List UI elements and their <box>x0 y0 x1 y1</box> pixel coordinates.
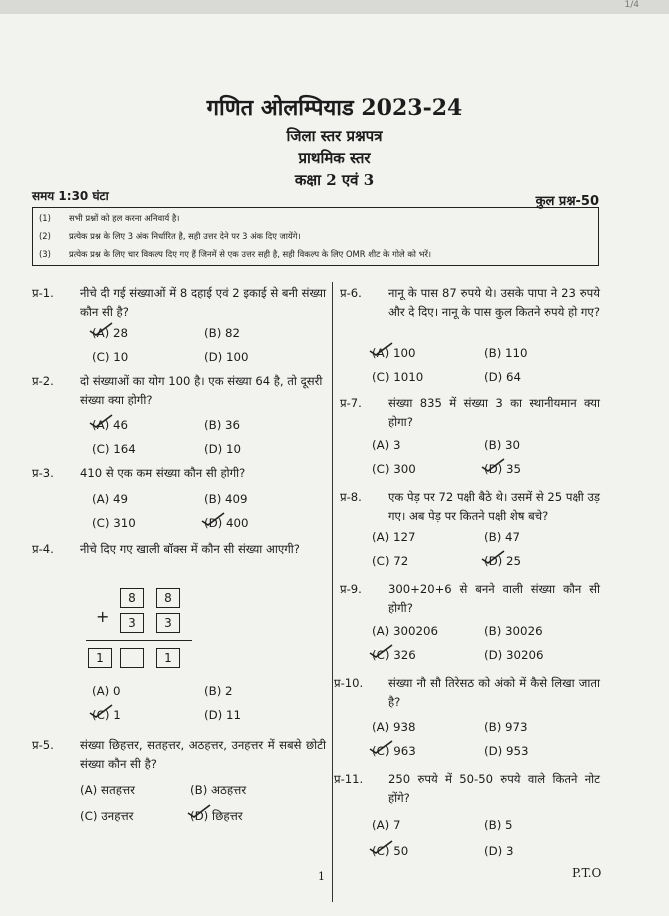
column-divider <box>332 282 333 902</box>
box-mid-tens: 3 <box>120 613 144 633</box>
paper-subtitle-stage: प्राथमिक स्तर <box>298 149 371 167</box>
q5-option-d[interactable]: (D) छिहत्तर <box>190 809 243 823</box>
q5-option-c[interactable]: (C) उनहत्तर <box>80 809 134 823</box>
question-text-7: संख्या 835 में संख्या 3 का स्थानीयमान क्या होगा? <box>388 396 600 429</box>
page-counter: 1/4 <box>624 0 639 10</box>
q3-option-d[interactable]: (D) 400 <box>204 516 249 530</box>
q3-option-b[interactable]: (B) 409 <box>204 492 248 506</box>
q2-option-c[interactable]: (C) 164 <box>92 442 136 456</box>
question-number-7: प्र-7. <box>340 396 362 410</box>
instruction-item: (3) प्रत्येक प्रश्न के लिए चार विकल्प दिए गए हैं जिनमें से एक उत्तर सही है, सही विकल्प के लिए OMR शीट के गोले को भरें। <box>39 249 432 259</box>
question-number-3: प्र-3. <box>32 466 54 480</box>
question-number-9: प्र-9. <box>340 582 362 596</box>
question-number-2: प्र-2. <box>32 374 54 388</box>
q2-option-a[interactable]: (A) 46 <box>92 418 129 432</box>
answer-mark-q9 <box>368 644 394 658</box>
q1-option-a[interactable]: (A) 28 <box>92 326 129 340</box>
box-result-empty[interactable] <box>120 648 144 668</box>
answer-mark-q4 <box>88 704 114 718</box>
question-text-6: नानू के पास 87 रुपये थे। उसके पापा ने 23 रुपये और दे दिए। नानू के पास कुल कितने रुपये हो गए? <box>388 286 600 319</box>
q6-option-a[interactable]: (A) 100 <box>372 346 416 360</box>
question-text-1: नीचे दी गई संख्याओं में 8 दहाई एवं 2 इकाई से बनी संख्या कौन सी है? <box>80 286 326 319</box>
q8-option-c[interactable]: (C) 72 <box>372 554 409 568</box>
q6-option-d[interactable]: (D) 64 <box>484 370 522 384</box>
q10-option-c[interactable]: (C) 963 <box>372 744 416 758</box>
answer-mark-q1 <box>88 322 114 336</box>
question-text-9: 300+20+6 से बनने वाली संख्या कौन सी होगी? <box>388 582 600 615</box>
q3-option-c[interactable]: (C) 310 <box>92 516 136 530</box>
total-questions: कुल प्रश्न-50 <box>535 194 599 209</box>
q7-option-d[interactable]: (D) 35 <box>484 462 522 476</box>
q8-option-b[interactable]: (B) 47 <box>484 530 521 544</box>
q2-option-d[interactable]: (D) 10 <box>204 442 242 456</box>
paper-title: गणित ओलम्पियाड 2023-24 <box>206 95 463 121</box>
q1-option-d[interactable]: (D) 100 <box>204 350 249 364</box>
instructions-box <box>32 207 599 266</box>
box-top-ones: 8 <box>156 588 180 608</box>
question-text-8: एक पेड़ पर 72 पक्षी बैठे थे। उसमें से 25 पक्षी उड़ गए। अब पेड़ पर कितने पक्षी शेष बचे? <box>388 490 600 523</box>
q7-option-b[interactable]: (B) 30 <box>484 438 521 452</box>
q7-option-a[interactable]: (A) 3 <box>372 438 401 452</box>
question-text-11: 250 रुपये में 50-50 रुपये वाले कितने नोट होंगे? <box>388 772 600 805</box>
q4-option-c[interactable]: (C) 1 <box>92 708 121 722</box>
question-number-8: प्र-8. <box>340 490 362 504</box>
q9-option-c[interactable]: (C) 326 <box>372 648 416 662</box>
q5-option-b[interactable]: (B) अठहत्तर <box>190 783 247 797</box>
viewer-top-strip <box>0 0 669 14</box>
answer-mark-q6 <box>368 342 394 356</box>
paper-subtitle-level: जिला स्तर प्रश्नपत्र <box>286 127 383 145</box>
q1-option-c[interactable]: (C) 10 <box>92 350 129 364</box>
q11-option-a[interactable]: (A) 7 <box>372 818 401 832</box>
answer-mark-q7 <box>480 458 506 472</box>
answer-mark-q3 <box>200 512 226 526</box>
q6-option-c[interactable]: (C) 1010 <box>372 370 424 384</box>
answer-mark-q8 <box>480 550 506 564</box>
question-text-3: 410 से एक कम संख्या कौन सी होगी? <box>80 466 246 480</box>
question-number-11: प्र-11. <box>334 772 364 786</box>
q6-option-b[interactable]: (B) 110 <box>484 346 528 360</box>
q11-option-b[interactable]: (B) 5 <box>484 818 513 832</box>
question-number-1: प्र-1. <box>32 286 54 300</box>
q4-option-d[interactable]: (D) 11 <box>204 708 242 722</box>
q1-option-b[interactable]: (B) 82 <box>204 326 241 340</box>
sum-line <box>86 640 192 641</box>
answer-mark-q11 <box>368 840 394 854</box>
instruction-item: (1) सभी प्रश्नों को हल करना अनिवार्य है। <box>39 213 180 223</box>
q10-option-d[interactable]: (D) 953 <box>484 744 529 758</box>
box-result-hundreds: 1 <box>88 648 112 668</box>
answer-mark-q5 <box>186 804 212 818</box>
question-number-5: प्र-5. <box>32 738 54 752</box>
q11-option-c[interactable]: (C) 50 <box>372 844 409 858</box>
exam-duration: समय 1:30 घंटा <box>32 189 109 203</box>
q8-option-d[interactable]: (D) 25 <box>484 554 522 568</box>
instruction-item: (2) प्रत्येक प्रश्न के लिए 3 अंक निर्धारित है, सही उत्तर देने पर 3 अंक दिए जायेंगे। <box>39 231 301 241</box>
answer-mark-q2 <box>88 414 114 428</box>
q7-option-c[interactable]: (C) 300 <box>372 462 416 476</box>
q2-option-b[interactable]: (B) 36 <box>204 418 241 432</box>
q10-option-b[interactable]: (B) 973 <box>484 720 528 734</box>
plus-sign: + <box>96 607 110 626</box>
question-text-2: दो संख्याओं का योग 100 है। एक संख्या 64 है, तो दूसरी संख्या क्या होगी? <box>80 374 323 407</box>
box-top-tens: 8 <box>120 588 144 608</box>
box-mid-ones: 3 <box>156 613 180 633</box>
question-number-10: प्र-10. <box>334 676 364 690</box>
q10-option-a[interactable]: (A) 938 <box>372 720 416 734</box>
q5-option-a[interactable]: (A) सतहत्तर <box>80 783 135 797</box>
answer-mark-q10 <box>368 740 394 754</box>
q9-option-b[interactable]: (B) 30026 <box>484 624 543 638</box>
q9-option-a[interactable]: (A) 300206 <box>372 624 439 638</box>
q4-option-a[interactable]: (A) 0 <box>92 684 121 698</box>
paper-subtitle-class: कक्षा 2 एवं 3 <box>294 171 375 189</box>
q9-option-d[interactable]: (D) 30206 <box>484 648 544 662</box>
question-text-10: संख्या नौ सौ तिरेसठ को अंको में कैसे लिखा जाता है? <box>388 676 600 709</box>
question-text-5: संख्या छिहत्तर, सतहत्तर, अठहत्तर, उनहत्तर में सबसे छोटी संख्या कौन सी है? <box>80 738 326 771</box>
q11-option-d[interactable]: (D) 3 <box>484 844 514 858</box>
question-number-6: प्र-6. <box>340 286 362 300</box>
q3-option-a[interactable]: (A) 49 <box>92 492 129 506</box>
page-number: 1 <box>318 870 325 883</box>
q4-option-b[interactable]: (B) 2 <box>204 684 233 698</box>
box-result-ones: 1 <box>156 648 180 668</box>
question-number-4: प्र-4. <box>32 542 54 556</box>
pto-label: P.T.O <box>572 866 602 880</box>
q8-option-a[interactable]: (A) 127 <box>372 530 416 544</box>
question-text-4: नीचे दिए गए खाली बॉक्स में कौन सी संख्या आएगी? <box>80 542 300 556</box>
